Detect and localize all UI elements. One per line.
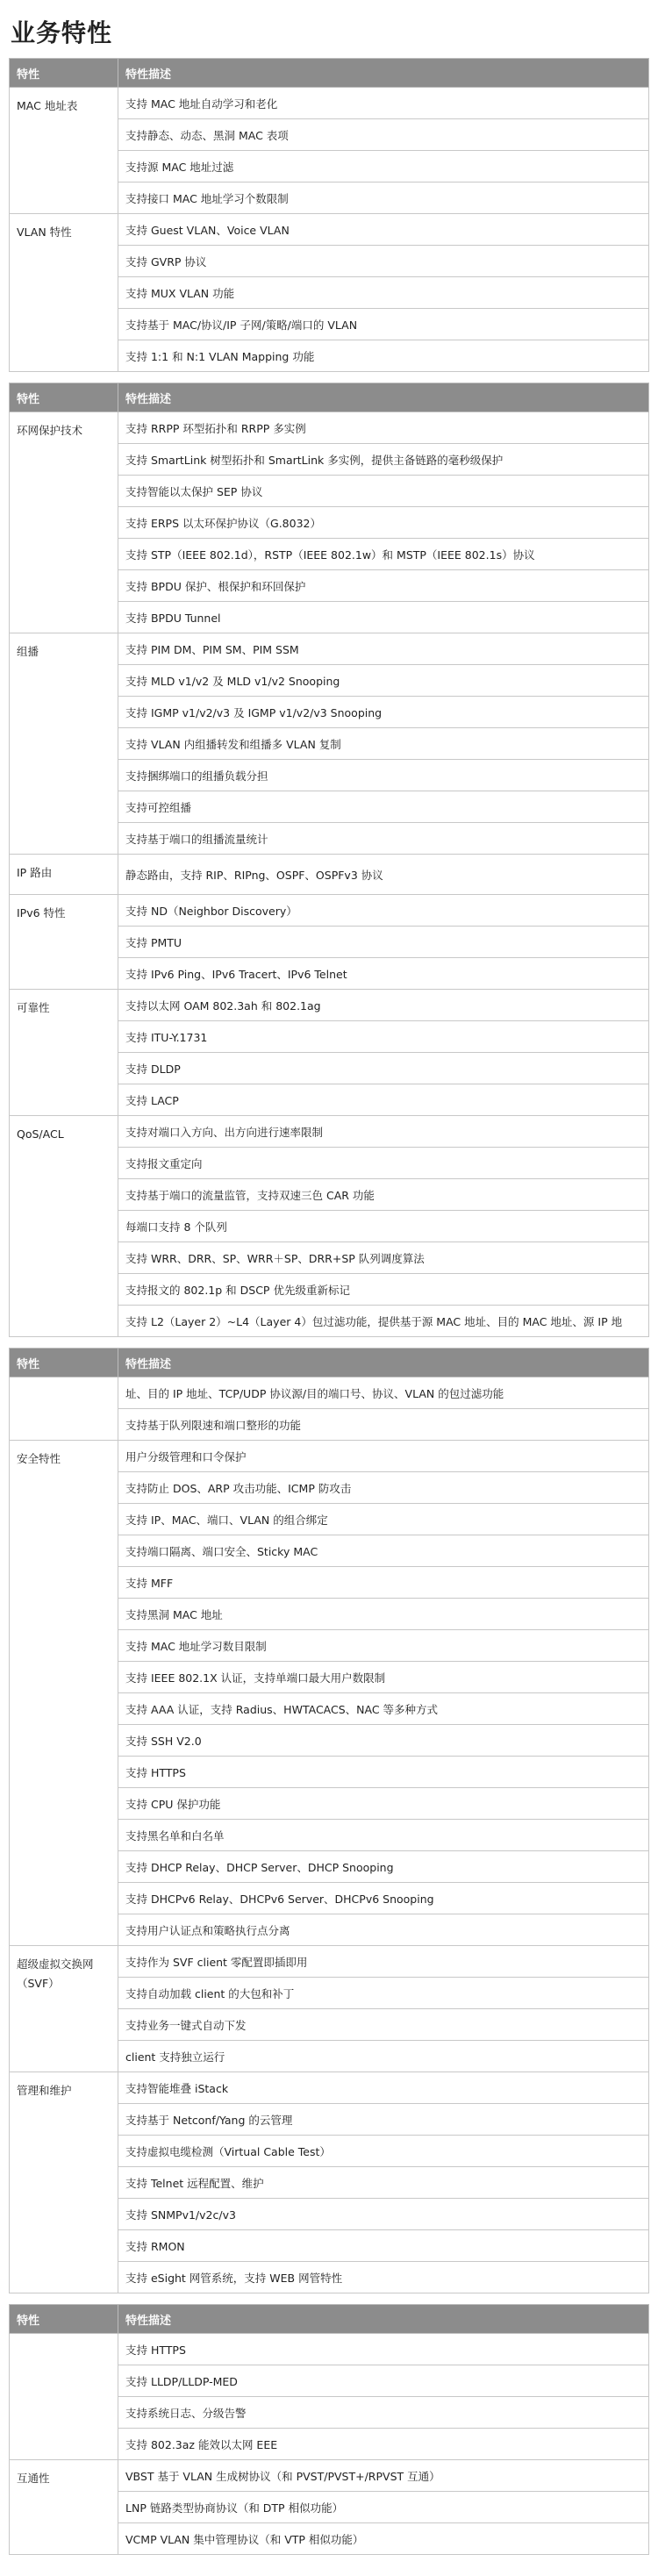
feature-category: 可靠性 — [10, 990, 118, 1116]
feature-description: 支持黑名单和白名单 — [118, 1820, 649, 1851]
spec-table — [9, 58, 649, 372]
feature-description: client 支持独立运行 — [118, 2041, 649, 2072]
feature-description: 支持 MAC 地址学习数目限制 — [118, 1630, 649, 1662]
feature-description: 址、目的 IP 地址、TCP/UDP 协议源/目的端口号、协议、VLAN 的包过滤功能 — [118, 1377, 649, 1409]
feature-description: 支持 DHCPv6 Relay、DHCPv6 Server、DHCPv6 Snooping — [118, 1883, 649, 1914]
feature-description: 支持 SSH V2.0 — [118, 1725, 649, 1757]
feature-description: 支持 STP（IEEE 802.1d），RSTP（IEEE 802.1w）和 MSTP（IEEE 802.1s）协议 — [118, 539, 649, 570]
feature-description: 静态路由，支持 RIP、RIPng、OSPF、OSPFv3 协议 — [118, 855, 649, 895]
feature-category: 管理和维护 — [10, 2072, 118, 2293]
feature-description: 支持 1:1 和 N:1 VLAN Mapping 功能 — [118, 340, 649, 372]
header-description: 特性描述 — [118, 2305, 649, 2334]
feature-description: 支持 IGMP v1/v2/v3 及 IGMP v1/v2/v3 Snooping — [118, 697, 649, 728]
feature-category: 互通性 — [10, 2460, 118, 2555]
feature-description: 支持 ITU-Y.1731 — [118, 1021, 649, 1053]
feature-category — [10, 1377, 118, 1441]
feature-description: 支持 DLDP — [118, 1053, 649, 1084]
table-row — [10, 2460, 649, 2492]
feature-description: 支持基于队列限速和端口整形的功能 — [118, 1409, 649, 1441]
feature-category: MAC 地址表 — [10, 88, 118, 214]
feature-description: 支持 WRR、DRR、SP、WRR＋SP、DRR+SP 队列调度算法 — [118, 1242, 649, 1274]
feature-description: 支持自动加载 client 的大包和补丁 — [118, 1978, 649, 2009]
feature-category: 超级虚拟交换网（SVF） — [10, 1946, 118, 2072]
feature-description: 支持 MLD v1/v2 及 MLD v1/v2 Snooping — [118, 665, 649, 697]
feature-description: 支持 RMON — [118, 2230, 649, 2262]
header-feature: 特性 — [10, 1349, 118, 1377]
feature-description: 支持可控组播 — [118, 791, 649, 823]
feature-category: 环网保护技术 — [10, 412, 118, 633]
feature-category: 组播 — [10, 633, 118, 855]
feature-description: 支持 IEEE 802.1X 认证，支持单端口最大用户数限制 — [118, 1662, 649, 1693]
header-feature: 特性 — [10, 59, 118, 88]
feature-category: QoS/ACL — [10, 1116, 118, 1337]
feature-description: 支持对端口入方向、出方向进行速率限制 — [118, 1116, 649, 1148]
feature-description: 支持 PMTU — [118, 927, 649, 958]
feature-description: 支持 L2（Layer 2）~L4（Layer 4）包过滤功能，提供基于源 MAC 地址、目的 MAC 地址、源 IP 地 — [118, 1306, 649, 1337]
feature-description: 支持基于端口的流量监管，支持双速三色 CAR 功能 — [118, 1179, 649, 1211]
table-header-row — [10, 383, 649, 412]
table-row — [10, 1377, 649, 1409]
feature-description: 支持作为 SVF client 零配置即插即用 — [118, 1946, 649, 1978]
feature-description: 支持 GVRP 协议 — [118, 246, 649, 277]
feature-description: 支持 LLDP/LLDP-MED — [118, 2365, 649, 2397]
table-row — [10, 214, 649, 246]
feature-description: 支持 Telnet 远程配置、维护 — [118, 2167, 649, 2199]
feature-description: 支持防止 DOS、ARP 攻击功能、ICMP 防攻击 — [118, 1472, 649, 1504]
feature-description: 支持端口隔离、端口安全、Sticky MAC — [118, 1535, 649, 1567]
table-row — [10, 990, 649, 1021]
feature-description: 支持 DHCP Relay、DHCP Server、DHCP Snooping — [118, 1851, 649, 1883]
feature-description: 每端口支持 8 个队列 — [118, 1211, 649, 1242]
feature-description: 支持 MFF — [118, 1567, 649, 1599]
feature-description: 支持 CPU 保护功能 — [118, 1788, 649, 1820]
feature-description: 支持基于 MAC/协议/IP 子网/策略/端口的 VLAN — [118, 309, 649, 340]
feature-description: 支持接口 MAC 地址学习个数限制 — [118, 182, 649, 214]
header-description: 特性描述 — [118, 383, 649, 412]
page-title: 业务特性 — [11, 18, 113, 47]
feature-description: 支持 VLAN 内组播转发和组播多 VLAN 复制 — [118, 728, 649, 760]
feature-description: 支持智能堆叠 iStack — [118, 2072, 649, 2104]
table-header-row — [10, 1349, 649, 1377]
feature-category: IPv6 特性 — [10, 895, 118, 990]
table-row — [10, 2334, 649, 2365]
feature-description: 支持源 MAC 地址过滤 — [118, 151, 649, 182]
feature-description: 支持系统日志、分级告警 — [118, 2397, 649, 2429]
feature-description: 用户分级管理和口令保护 — [118, 1441, 649, 1472]
feature-description: 支持报文重定向 — [118, 1148, 649, 1179]
feature-description: 支持捆绑端口的组播负载分担 — [118, 760, 649, 791]
feature-description: 支持 BPDU Tunnel — [118, 602, 649, 633]
feature-description: 支持 eSight 网管系统，支持 WEB 网管特性 — [118, 2262, 649, 2293]
feature-description: 支持 ERPS 以太环保护协议（G.8032） — [118, 507, 649, 539]
feature-description: 支持报文的 802.1p 和 DSCP 优先级重新标记 — [118, 1274, 649, 1306]
feature-description: 支持 MUX VLAN 功能 — [118, 277, 649, 309]
feature-description: 支持 SmartLink 树型拓扑和 SmartLink 多实例，提供主备链路的毫秒级保护 — [118, 444, 649, 476]
feature-description: 支持 RRPP 环型拓扑和 RRPP 多实例 — [118, 412, 649, 444]
table-row — [10, 1946, 649, 1978]
table-header-row — [10, 2305, 649, 2334]
feature-description: 支持业务一键式自动下发 — [118, 2009, 649, 2041]
table-header-row — [10, 59, 649, 88]
feature-category: VLAN 特性 — [10, 214, 118, 372]
feature-description: 支持以太网 OAM 802.3ah 和 802.1ag — [118, 990, 649, 1021]
feature-description: 支持 HTTPS — [118, 2334, 649, 2365]
header-description: 特性描述 — [118, 1349, 649, 1377]
spec-table — [9, 1348, 649, 2293]
feature-category — [10, 2334, 118, 2460]
table-row — [10, 895, 649, 927]
feature-description: 支持 Guest VLAN、Voice VLAN — [118, 214, 649, 246]
feature-description: 支持静态、动态、黑洞 MAC 表项 — [118, 119, 649, 151]
feature-description: 支持 BPDU 保护、根保护和环回保护 — [118, 570, 649, 602]
feature-description: 支持 HTTPS — [118, 1757, 649, 1788]
feature-description: 支持基于 Netconf/Yang 的云管理 — [118, 2104, 649, 2136]
feature-description: 支持虚拟电缆检测（Virtual Cable Test） — [118, 2136, 649, 2167]
table-row — [10, 855, 649, 895]
feature-description: 支持 IP、MAC、端口、VLAN 的组合绑定 — [118, 1504, 649, 1535]
table-row — [10, 633, 649, 665]
feature-description: 支持 PIM DM、PIM SM、PIM SSM — [118, 633, 649, 665]
feature-description: 支持黑洞 MAC 地址 — [118, 1599, 649, 1630]
header-feature: 特性 — [10, 2305, 118, 2334]
spec-table — [9, 2304, 649, 2555]
feature-description: 支持 IPv6 Ping、IPv6 Tracert、IPv6 Telnet — [118, 958, 649, 990]
table-row — [10, 2072, 649, 2104]
feature-description: 支持 LACP — [118, 1084, 649, 1116]
table-row — [10, 1441, 649, 1472]
feature-description: VCMP VLAN 集中管理协议（和 VTP 相似功能） — [118, 2523, 649, 2555]
header-feature: 特性 — [10, 383, 118, 412]
feature-description: 支持 802.3az 能效以太网 EEE — [118, 2429, 649, 2460]
table-row — [10, 1116, 649, 1148]
table-row — [10, 88, 649, 119]
feature-description: 支持 MAC 地址自动学习和老化 — [118, 88, 649, 119]
feature-description: 支持 ND（Neighbor Discovery） — [118, 895, 649, 927]
feature-description: 支持智能以太保护 SEP 协议 — [118, 476, 649, 507]
feature-description: 支持基于端口的组播流量统计 — [118, 823, 649, 855]
feature-description: VBST 基于 VLAN 生成树协议（和 PVST/PVST+/RPVST 互通） — [118, 2460, 649, 2492]
spec-table — [9, 383, 649, 1337]
spec-tables — [9, 58, 649, 2555]
table-row — [10, 412, 649, 444]
header-description: 特性描述 — [118, 59, 649, 88]
feature-description: 支持 SNMPv1/v2c/v3 — [118, 2199, 649, 2230]
feature-description: 支持 AAA 认证，支持 Radius、HWTACACS、NAC 等多种方式 — [118, 1693, 649, 1725]
feature-description: 支持用户认证点和策略执行点分离 — [118, 1914, 649, 1946]
feature-category: IP 路由 — [10, 855, 118, 895]
feature-category: 安全特性 — [10, 1441, 118, 1946]
feature-description: LNP 链路类型协商协议（和 DTP 相似功能） — [118, 2492, 649, 2523]
